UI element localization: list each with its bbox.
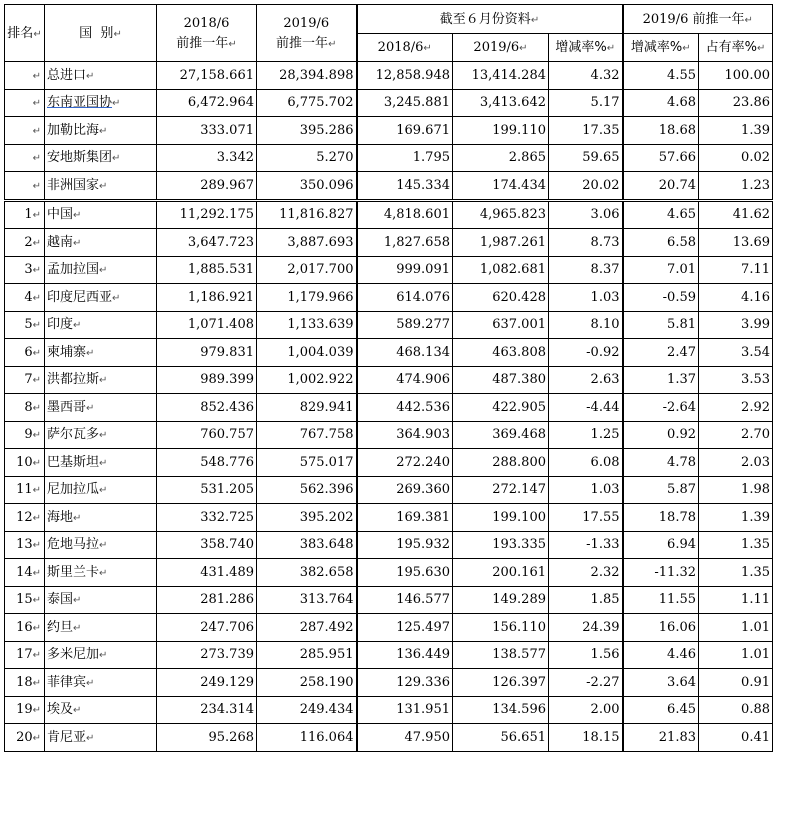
value-2019-june: 487.380 bbox=[453, 366, 549, 394]
value-2019-rolling: 2,017.700 bbox=[257, 256, 357, 284]
value-2019-june: 13,414.284 bbox=[453, 62, 549, 90]
value-2019-june: 156.110 bbox=[453, 614, 549, 642]
value-2018-rolling: 273.739 bbox=[157, 641, 257, 669]
country-cell: 尼加拉瓜↵ bbox=[45, 476, 157, 504]
change-rate-cell: 4.32 bbox=[549, 62, 623, 90]
rolling-change-rate-cell: 4.78 bbox=[623, 449, 699, 477]
value-2018-rolling: 852.436 bbox=[157, 394, 257, 422]
rank-cell: 10↵ bbox=[5, 449, 45, 477]
header-2019-rolling: 2019/6 前推一年↵ bbox=[257, 5, 357, 62]
rank-cell: 7↵ bbox=[5, 366, 45, 394]
share-cell: 1.39 bbox=[699, 117, 773, 145]
value-2019-rolling: 395.202 bbox=[257, 504, 357, 532]
value-2019-rolling: 767.758 bbox=[257, 421, 357, 449]
value-2019-june: 369.468 bbox=[453, 421, 549, 449]
change-rate-cell: 2.32 bbox=[549, 559, 623, 587]
rolling-change-rate-cell: 4.65 bbox=[623, 200, 699, 229]
change-rate-cell: -4.44 bbox=[549, 394, 623, 422]
share-cell: 2.70 bbox=[699, 421, 773, 449]
country-cell: 总进口↵ bbox=[45, 62, 157, 90]
table-row bbox=[5, 504, 773, 532]
value-2018-june: 364.903 bbox=[357, 421, 453, 449]
value-2019-june: 620.428 bbox=[453, 284, 549, 312]
rank-cell: 9↵ bbox=[5, 421, 45, 449]
header-rank: 排名↵ bbox=[5, 5, 45, 62]
share-cell: 3.54 bbox=[699, 339, 773, 367]
value-2019-rolling: 28,394.898 bbox=[257, 62, 357, 90]
value-2018-june: 4,818.601 bbox=[357, 200, 453, 229]
change-rate-cell: 1.25 bbox=[549, 421, 623, 449]
rank-cell: 11↵ bbox=[5, 476, 45, 504]
subheader-2019-june: 2019/6↵ bbox=[453, 34, 549, 62]
country-cell: 约旦↵ bbox=[45, 614, 157, 642]
rolling-change-rate-cell: -0.59 bbox=[623, 284, 699, 312]
value-2019-june: 1,987.261 bbox=[453, 229, 549, 257]
rank-cell: ↵ bbox=[5, 144, 45, 172]
value-2019-rolling: 350.096 bbox=[257, 172, 357, 201]
value-2018-rolling: 27,158.661 bbox=[157, 62, 257, 90]
subheader-change-rate: 增减率%↵ bbox=[549, 34, 623, 62]
share-cell: 0.88 bbox=[699, 696, 773, 724]
summary-row bbox=[5, 144, 773, 172]
summary-row bbox=[5, 117, 773, 145]
value-2018-june: 468.134 bbox=[357, 339, 453, 367]
value-2019-june: 193.335 bbox=[453, 531, 549, 559]
value-2018-rolling: 1,186.921 bbox=[157, 284, 257, 312]
change-rate-cell: -2.27 bbox=[549, 669, 623, 697]
value-2018-june: 269.360 bbox=[357, 476, 453, 504]
summary-row bbox=[5, 89, 773, 117]
value-2019-rolling: 562.396 bbox=[257, 476, 357, 504]
value-2018-june: 272.240 bbox=[357, 449, 453, 477]
table-row bbox=[5, 724, 773, 752]
value-2019-june: 1,082.681 bbox=[453, 256, 549, 284]
value-2018-june: 136.449 bbox=[357, 641, 453, 669]
change-rate-cell: 6.08 bbox=[549, 449, 623, 477]
rolling-change-rate-cell: 18.78 bbox=[623, 504, 699, 532]
value-2018-june: 442.536 bbox=[357, 394, 453, 422]
value-2018-rolling: 531.205 bbox=[157, 476, 257, 504]
country-cell: 肯尼亚↵ bbox=[45, 724, 157, 752]
value-2018-june: 131.951 bbox=[357, 696, 453, 724]
value-2019-june: 3,413.642 bbox=[453, 89, 549, 117]
country-cell: 越南↵ bbox=[45, 229, 157, 257]
rolling-change-rate-cell: 5.81 bbox=[623, 311, 699, 339]
country-cell: 危地马拉↵ bbox=[45, 531, 157, 559]
change-rate-cell: 8.37 bbox=[549, 256, 623, 284]
rolling-change-rate-cell: 3.64 bbox=[623, 669, 699, 697]
value-2018-rolling: 431.489 bbox=[157, 559, 257, 587]
rank-cell: ↵ bbox=[5, 62, 45, 90]
share-cell: 2.03 bbox=[699, 449, 773, 477]
country-cell: 菲律宾↵ bbox=[45, 669, 157, 697]
share-cell: 7.11 bbox=[699, 256, 773, 284]
rolling-change-rate-cell: 11.55 bbox=[623, 586, 699, 614]
value-2018-rolling: 234.314 bbox=[157, 696, 257, 724]
value-2018-june: 195.630 bbox=[357, 559, 453, 587]
change-rate-cell: 1.03 bbox=[549, 476, 623, 504]
subheader-2018-june: 2018/6↵ bbox=[357, 34, 453, 62]
subheader-rolling-change-rate: 增减率%↵ bbox=[623, 34, 699, 62]
value-2019-june: 288.800 bbox=[453, 449, 549, 477]
table-row bbox=[5, 614, 773, 642]
country-cell: 孟加拉国↵ bbox=[45, 256, 157, 284]
change-rate-cell: 8.73 bbox=[549, 229, 623, 257]
rank-cell: ↵ bbox=[5, 172, 45, 201]
value-2018-june: 195.932 bbox=[357, 531, 453, 559]
share-cell: 13.69 bbox=[699, 229, 773, 257]
value-2019-rolling: 395.286 bbox=[257, 117, 357, 145]
rolling-change-rate-cell: 6.94 bbox=[623, 531, 699, 559]
share-cell: 0.91 bbox=[699, 669, 773, 697]
share-cell: 0.41 bbox=[699, 724, 773, 752]
value-2018-june: 474.906 bbox=[357, 366, 453, 394]
country-cell: 加勒比海↵ bbox=[45, 117, 157, 145]
value-2018-june: 614.076 bbox=[357, 284, 453, 312]
value-2018-june: 47.950 bbox=[357, 724, 453, 752]
change-rate-cell: -0.92 bbox=[549, 339, 623, 367]
value-2019-rolling: 1,179.966 bbox=[257, 284, 357, 312]
value-2019-june: 422.905 bbox=[453, 394, 549, 422]
table-row bbox=[5, 696, 773, 724]
rank-cell: 5↵ bbox=[5, 311, 45, 339]
value-2019-rolling: 258.190 bbox=[257, 669, 357, 697]
change-rate-cell: 2.63 bbox=[549, 366, 623, 394]
header-country: 国 别↵ bbox=[45, 5, 157, 62]
rank-cell: 2↵ bbox=[5, 229, 45, 257]
table-row bbox=[5, 641, 773, 669]
change-rate-cell: 1.85 bbox=[549, 586, 623, 614]
change-rate-cell: 17.55 bbox=[549, 504, 623, 532]
value-2018-rolling: 95.268 bbox=[157, 724, 257, 752]
country-cell: 印度↵ bbox=[45, 311, 157, 339]
table-row bbox=[5, 256, 773, 284]
import-statistics-table bbox=[4, 4, 773, 752]
table-row bbox=[5, 229, 773, 257]
rank-cell: 18↵ bbox=[5, 669, 45, 697]
country-cell: 柬埔寨↵ bbox=[45, 339, 157, 367]
value-2018-rolling: 281.286 bbox=[157, 586, 257, 614]
value-2018-june: 145.334 bbox=[357, 172, 453, 201]
table-row bbox=[5, 559, 773, 587]
value-2018-rolling: 247.706 bbox=[157, 614, 257, 642]
country-cell: 墨西哥↵ bbox=[45, 394, 157, 422]
change-rate-cell: 24.39 bbox=[549, 614, 623, 642]
share-cell: 23.86 bbox=[699, 89, 773, 117]
change-rate-cell: -1.33 bbox=[549, 531, 623, 559]
table-row bbox=[5, 284, 773, 312]
value-2019-rolling: 1,002.922 bbox=[257, 366, 357, 394]
table-row bbox=[5, 449, 773, 477]
rolling-change-rate-cell: 6.45 bbox=[623, 696, 699, 724]
change-rate-cell: 18.15 bbox=[549, 724, 623, 752]
value-2019-rolling: 1,133.639 bbox=[257, 311, 357, 339]
value-2018-june: 999.091 bbox=[357, 256, 453, 284]
rank-cell: 8↵ bbox=[5, 394, 45, 422]
rank-cell: 1↵ bbox=[5, 200, 45, 229]
rank-cell: 6↵ bbox=[5, 339, 45, 367]
rank-cell: 20↵ bbox=[5, 724, 45, 752]
value-2018-june: 1,827.658 bbox=[357, 229, 453, 257]
value-2019-june: 637.001 bbox=[453, 311, 549, 339]
value-2018-rolling: 1,071.408 bbox=[157, 311, 257, 339]
table-row bbox=[5, 394, 773, 422]
value-2018-june: 589.277 bbox=[357, 311, 453, 339]
value-2019-june: 2.865 bbox=[453, 144, 549, 172]
value-2018-rolling: 6,472.964 bbox=[157, 89, 257, 117]
value-2018-rolling: 989.399 bbox=[157, 366, 257, 394]
value-2019-june: 56.651 bbox=[453, 724, 549, 752]
share-cell: 41.62 bbox=[699, 200, 773, 229]
table-row bbox=[5, 366, 773, 394]
rolling-change-rate-cell: 21.83 bbox=[623, 724, 699, 752]
country-cell: 东南亚国协↵ bbox=[45, 89, 157, 117]
share-cell: 100.00 bbox=[699, 62, 773, 90]
value-2019-rolling: 285.951 bbox=[257, 641, 357, 669]
country-cell: 萨尔瓦多↵ bbox=[45, 421, 157, 449]
change-rate-cell: 8.10 bbox=[549, 311, 623, 339]
rank-cell: 16↵ bbox=[5, 614, 45, 642]
share-cell: 1.35 bbox=[699, 559, 773, 587]
value-2018-rolling: 3.342 bbox=[157, 144, 257, 172]
rolling-change-rate-cell: 4.55 bbox=[623, 62, 699, 90]
value-2018-june: 169.671 bbox=[357, 117, 453, 145]
value-2018-rolling: 3,647.723 bbox=[157, 229, 257, 257]
rolling-change-rate-cell: -2.64 bbox=[623, 394, 699, 422]
share-cell: 1.01 bbox=[699, 641, 773, 669]
country-cell: 非洲国家↵ bbox=[45, 172, 157, 201]
value-2019-june: 134.596 bbox=[453, 696, 549, 724]
country-cell: 斯里兰卡↵ bbox=[45, 559, 157, 587]
table-row bbox=[5, 669, 773, 697]
share-cell: 1.98 bbox=[699, 476, 773, 504]
value-2018-june: 12,858.948 bbox=[357, 62, 453, 90]
table-row bbox=[5, 311, 773, 339]
value-2019-rolling: 829.941 bbox=[257, 394, 357, 422]
table-row bbox=[5, 339, 773, 367]
change-rate-cell: 59.65 bbox=[549, 144, 623, 172]
table-row bbox=[5, 421, 773, 449]
value-2018-rolling: 760.757 bbox=[157, 421, 257, 449]
rolling-change-rate-cell: 57.66 bbox=[623, 144, 699, 172]
change-rate-cell: 2.00 bbox=[549, 696, 623, 724]
value-2018-rolling: 332.725 bbox=[157, 504, 257, 532]
value-2018-june: 129.336 bbox=[357, 669, 453, 697]
value-2019-june: 200.161 bbox=[453, 559, 549, 587]
value-2019-june: 199.100 bbox=[453, 504, 549, 532]
rank-cell: ↵ bbox=[5, 117, 45, 145]
country-cell: 埃及↵ bbox=[45, 696, 157, 724]
share-cell: 1.01 bbox=[699, 614, 773, 642]
header-group-june-data: 截至６月份资料↵ bbox=[357, 5, 623, 34]
header-group-2019-rolling: 2019/6 前推一年↵ bbox=[623, 5, 773, 34]
country-cell: 洪都拉斯↵ bbox=[45, 366, 157, 394]
value-2018-june: 3,245.881 bbox=[357, 89, 453, 117]
change-rate-cell: 1.56 bbox=[549, 641, 623, 669]
rank-cell: 19↵ bbox=[5, 696, 45, 724]
share-cell: 0.02 bbox=[699, 144, 773, 172]
share-cell: 3.53 bbox=[699, 366, 773, 394]
share-cell: 1.23 bbox=[699, 172, 773, 201]
value-2019-rolling: 249.434 bbox=[257, 696, 357, 724]
value-2019-june: 126.397 bbox=[453, 669, 549, 697]
share-cell: 1.11 bbox=[699, 586, 773, 614]
rolling-change-rate-cell: -11.32 bbox=[623, 559, 699, 587]
value-2018-rolling: 11,292.175 bbox=[157, 200, 257, 229]
value-2019-rolling: 11,816.827 bbox=[257, 200, 357, 229]
value-2019-rolling: 382.658 bbox=[257, 559, 357, 587]
value-2019-rolling: 116.064 bbox=[257, 724, 357, 752]
value-2019-june: 174.434 bbox=[453, 172, 549, 201]
country-cell: 多米尼加↵ bbox=[45, 641, 157, 669]
share-cell: 4.16 bbox=[699, 284, 773, 312]
rolling-change-rate-cell: 5.87 bbox=[623, 476, 699, 504]
rolling-change-rate-cell: 4.46 bbox=[623, 641, 699, 669]
rank-cell: 15↵ bbox=[5, 586, 45, 614]
rolling-change-rate-cell: 2.47 bbox=[623, 339, 699, 367]
rolling-change-rate-cell: 0.92 bbox=[623, 421, 699, 449]
value-2018-rolling: 1,885.531 bbox=[157, 256, 257, 284]
value-2019-rolling: 313.764 bbox=[257, 586, 357, 614]
value-2019-june: 272.147 bbox=[453, 476, 549, 504]
country-cell: 印度尼西亚↵ bbox=[45, 284, 157, 312]
rank-cell: 13↵ bbox=[5, 531, 45, 559]
rank-cell: 12↵ bbox=[5, 504, 45, 532]
value-2019-rolling: 5.270 bbox=[257, 144, 357, 172]
table-row bbox=[5, 476, 773, 504]
share-cell: 1.39 bbox=[699, 504, 773, 532]
rolling-change-rate-cell: 7.01 bbox=[623, 256, 699, 284]
value-2019-rolling: 1,004.039 bbox=[257, 339, 357, 367]
change-rate-cell: 1.03 bbox=[549, 284, 623, 312]
value-2018-rolling: 979.831 bbox=[157, 339, 257, 367]
value-2019-rolling: 287.492 bbox=[257, 614, 357, 642]
rank-cell: 14↵ bbox=[5, 559, 45, 587]
table-body bbox=[5, 62, 773, 752]
change-rate-cell: 5.17 bbox=[549, 89, 623, 117]
value-2018-rolling: 548.776 bbox=[157, 449, 257, 477]
rank-cell: 3↵ bbox=[5, 256, 45, 284]
country-cell: 巴基斯坦↵ bbox=[45, 449, 157, 477]
rolling-change-rate-cell: 18.68 bbox=[623, 117, 699, 145]
table-row bbox=[5, 586, 773, 614]
country-cell: 泰国↵ bbox=[45, 586, 157, 614]
header-2018-rolling: 2018/6 前推一年↵ bbox=[157, 5, 257, 62]
value-2019-june: 4,965.823 bbox=[453, 200, 549, 229]
rank-cell: ↵ bbox=[5, 89, 45, 117]
change-rate-cell: 20.02 bbox=[549, 172, 623, 201]
rolling-change-rate-cell: 6.58 bbox=[623, 229, 699, 257]
country-cell: 海地↵ bbox=[45, 504, 157, 532]
rank-cell: 4↵ bbox=[5, 284, 45, 312]
value-2019-rolling: 3,887.693 bbox=[257, 229, 357, 257]
value-2019-june: 199.110 bbox=[453, 117, 549, 145]
subheader-share: 占有率%↵ bbox=[699, 34, 773, 62]
value-2018-rolling: 358.740 bbox=[157, 531, 257, 559]
summary-row bbox=[5, 62, 773, 90]
share-cell: 1.35 bbox=[699, 531, 773, 559]
share-cell: 3.99 bbox=[699, 311, 773, 339]
value-2018-rolling: 249.129 bbox=[157, 669, 257, 697]
value-2018-rolling: 333.071 bbox=[157, 117, 257, 145]
country-cell: 中国↵ bbox=[45, 200, 157, 229]
value-2018-june: 169.381 bbox=[357, 504, 453, 532]
rolling-change-rate-cell: 4.68 bbox=[623, 89, 699, 117]
change-rate-cell: 3.06 bbox=[549, 200, 623, 229]
value-2019-rolling: 575.017 bbox=[257, 449, 357, 477]
table-row bbox=[5, 200, 773, 229]
rolling-change-rate-cell: 20.74 bbox=[623, 172, 699, 201]
table-row bbox=[5, 531, 773, 559]
summary-row bbox=[5, 172, 773, 201]
value-2019-june: 138.577 bbox=[453, 641, 549, 669]
value-2018-june: 125.497 bbox=[357, 614, 453, 642]
value-2018-june: 146.577 bbox=[357, 586, 453, 614]
share-cell: 2.92 bbox=[699, 394, 773, 422]
rolling-change-rate-cell: 16.06 bbox=[623, 614, 699, 642]
rank-cell: 17↵ bbox=[5, 641, 45, 669]
country-cell: 安地斯集团↵ bbox=[45, 144, 157, 172]
value-2019-june: 463.808 bbox=[453, 339, 549, 367]
value-2019-june: 149.289 bbox=[453, 586, 549, 614]
value-2019-rolling: 383.648 bbox=[257, 531, 357, 559]
rolling-change-rate-cell: 1.37 bbox=[623, 366, 699, 394]
value-2019-rolling: 6,775.702 bbox=[257, 89, 357, 117]
value-2018-rolling: 289.967 bbox=[157, 172, 257, 201]
value-2018-june: 1.795 bbox=[357, 144, 453, 172]
change-rate-cell: 17.35 bbox=[549, 117, 623, 145]
